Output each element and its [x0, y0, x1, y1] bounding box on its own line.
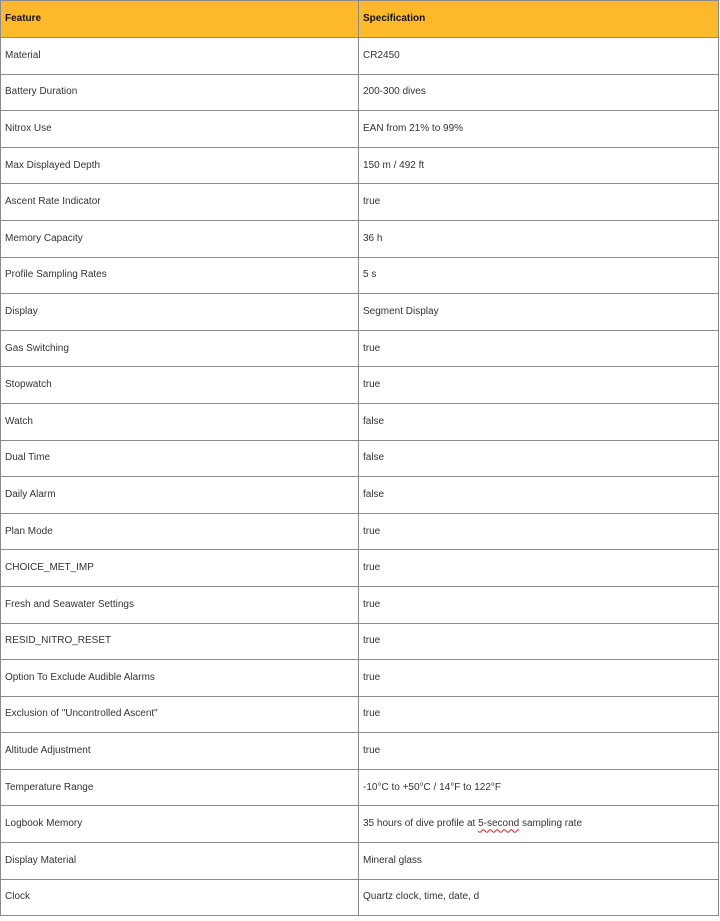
feature-cell: CHOICE_MET_IMP	[1, 550, 359, 587]
feature-cell: Ascent Rate Indicator	[1, 184, 359, 221]
spec-cell: Segment Display	[359, 294, 719, 331]
column-header-specification: Specification	[359, 1, 719, 38]
feature-cell: Nitrox Use	[1, 111, 359, 148]
spec-cell: true	[359, 696, 719, 733]
table-row	[1, 294, 719, 331]
feature-cell: Fresh and Seawater Settings	[1, 586, 359, 623]
spec-cell: CR2450	[359, 38, 719, 75]
table-row	[1, 147, 719, 184]
feature-cell: Option To Exclude Audible Alarms	[1, 660, 359, 697]
table-row	[1, 74, 719, 111]
table-row	[1, 38, 719, 75]
table-row	[1, 477, 719, 514]
table-row	[1, 513, 719, 550]
spec-cell: true	[359, 184, 719, 221]
spec-cell: 150 m / 492 ft	[359, 147, 719, 184]
spellcheck-flagged-word: 5-second	[478, 818, 520, 830]
spec-cell: true	[359, 550, 719, 587]
spec-cell: false	[359, 477, 719, 514]
feature-cell: Temperature Range	[1, 769, 359, 806]
table-row	[1, 550, 719, 587]
feature-cell: Logbook Memory	[1, 806, 359, 843]
feature-cell: RESID_NITRO_RESET	[1, 623, 359, 660]
table-row	[1, 879, 719, 916]
table-row	[1, 220, 719, 257]
table-row	[1, 806, 719, 843]
table-row	[1, 843, 719, 880]
feature-cell: Max Displayed Depth	[1, 147, 359, 184]
feature-cell: Altitude Adjustment	[1, 733, 359, 770]
feature-cell: Display Material	[1, 843, 359, 880]
table-row	[1, 403, 719, 440]
spec-cell: 200-300 dives	[359, 74, 719, 111]
spec-text: 35 hours of dive profile at	[363, 818, 479, 830]
spec-cell: false	[359, 403, 719, 440]
table-row	[1, 330, 719, 367]
spec-cell: true	[359, 623, 719, 660]
table-row	[1, 660, 719, 697]
table-row	[1, 769, 719, 806]
spec-cell: 36 h	[359, 220, 719, 257]
feature-cell: Daily Alarm	[1, 477, 359, 514]
table-row	[1, 440, 719, 477]
spec-cell: true	[359, 733, 719, 770]
table-row	[1, 586, 719, 623]
spec-cell: Quartz clock, time, date, d	[359, 879, 719, 916]
spec-cell	[359, 806, 719, 843]
feature-cell: Profile Sampling Rates	[1, 257, 359, 294]
spec-cell: true	[359, 330, 719, 367]
spec-cell: true	[359, 586, 719, 623]
feature-cell: Dual Time	[1, 440, 359, 477]
spec-text: sampling rate	[519, 818, 583, 830]
table-row	[1, 111, 719, 148]
feature-cell: Memory Capacity	[1, 220, 359, 257]
table-row	[1, 367, 719, 404]
feature-cell: Plan Mode	[1, 513, 359, 550]
feature-cell: Display	[1, 294, 359, 331]
spec-cell: 5 s	[359, 257, 719, 294]
spec-cell: EAN from 21% to 99%	[359, 111, 719, 148]
spec-cell: true	[359, 367, 719, 404]
feature-cell: Exclusion of "Uncontrolled Ascent"	[1, 696, 359, 733]
feature-cell: Stopwatch	[1, 367, 359, 404]
feature-cell: Gas Switching	[1, 330, 359, 367]
feature-cell: Watch	[1, 403, 359, 440]
feature-cell: Clock	[1, 879, 359, 916]
feature-cell: Material	[1, 38, 359, 75]
table-row	[1, 623, 719, 660]
feature-cell: Battery Duration	[1, 74, 359, 111]
table-row	[1, 257, 719, 294]
spec-cell: Mineral glass	[359, 843, 719, 880]
table-row	[1, 696, 719, 733]
spec-cell: true	[359, 513, 719, 550]
table-row	[1, 184, 719, 221]
table-header-row	[1, 1, 719, 38]
table-row	[1, 733, 719, 770]
spec-cell: false	[359, 440, 719, 477]
column-header-feature: Feature	[1, 1, 359, 38]
spec-cell: true	[359, 660, 719, 697]
spec-cell: -10°C to +50°C / 14°F to 122°F	[359, 769, 719, 806]
